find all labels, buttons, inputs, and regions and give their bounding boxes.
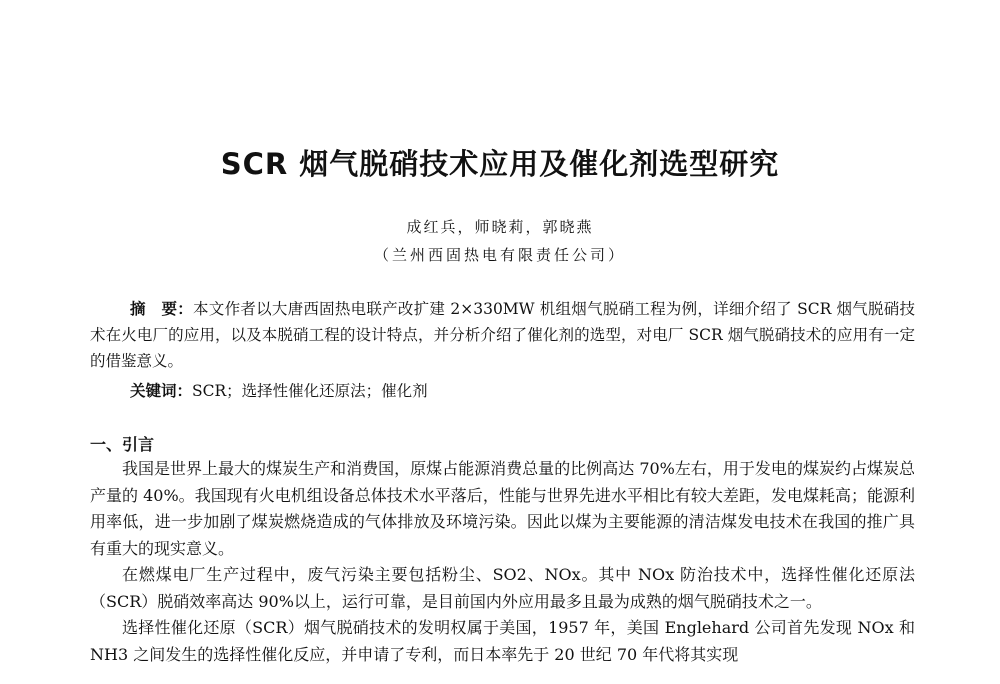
body-paragraph: 我国是世界上最大的煤炭生产和消费国，原煤占能源消费总量的比例高达 70%左右，用于发电的煤炭约占煤炭总产量的 40%。我国现有火电机组设备总体技术水平落后，性能与世界先进水平相比有较大差距，发电煤耗高；能源利用率低，进一步加剧了煤炭燃烧造成的气体排放及环境污染。因此以煤为主要能源的清洁煤发电技术在我国的推广具有重大的现实意义。: [90, 459, 915, 558]
abstract-text: 本文作者以大唐西固热电联产改扩建 2×330MW 机组烟气脱硝工程为例，详细介绍了 SCR 烟气脱硝技术在火电厂的应用，以及本脱硝工程的设计特点，并分析介绍了催化剂的选型，对电厂 SCR 烟气脱硝技术的应用有一定的借鉴意义。: [90, 300, 915, 370]
section-body-introduction: [90, 456, 915, 668]
paper-affiliation: （兰州西固热电有限责任公司）: [373, 246, 626, 264]
keywords-text: SCR；选择性催化还原法；催化剂: [192, 382, 428, 400]
abstract-block: [90, 296, 915, 374]
body-paragraph: 选择性催化还原（SCR）烟气脱硝技术的发明权属于美国，1957 年，美国 Englehard 公司首先发现 NOx 和 NH3 之间发生的选择性催化反应，并申请了专利，而日本率先于 20 世纪 70 年代将其实现: [90, 618, 915, 664]
section-heading-introduction: 一、引言: [90, 435, 155, 454]
keywords-label: 关键词：: [130, 382, 193, 400]
paper-authors: 成红兵，师晓莉，郭晓燕: [406, 218, 594, 236]
abstract-label: 摘 要：: [130, 300, 194, 318]
keywords-block: [130, 378, 910, 404]
paper-title: SCR 烟气脱硝技术应用及催化剂选型研究: [220, 147, 780, 181]
body-paragraph: 在燃煤电厂生产过程中，废气污染主要包括粉尘、SO2、NOx。其中 NOx 防治技术中，选择性催化还原法（SCR）脱硝效率高达 90%以上，运行可靠，是目前国内外应用最多且最为成熟的烟气脱硝技术之一。: [90, 565, 915, 611]
